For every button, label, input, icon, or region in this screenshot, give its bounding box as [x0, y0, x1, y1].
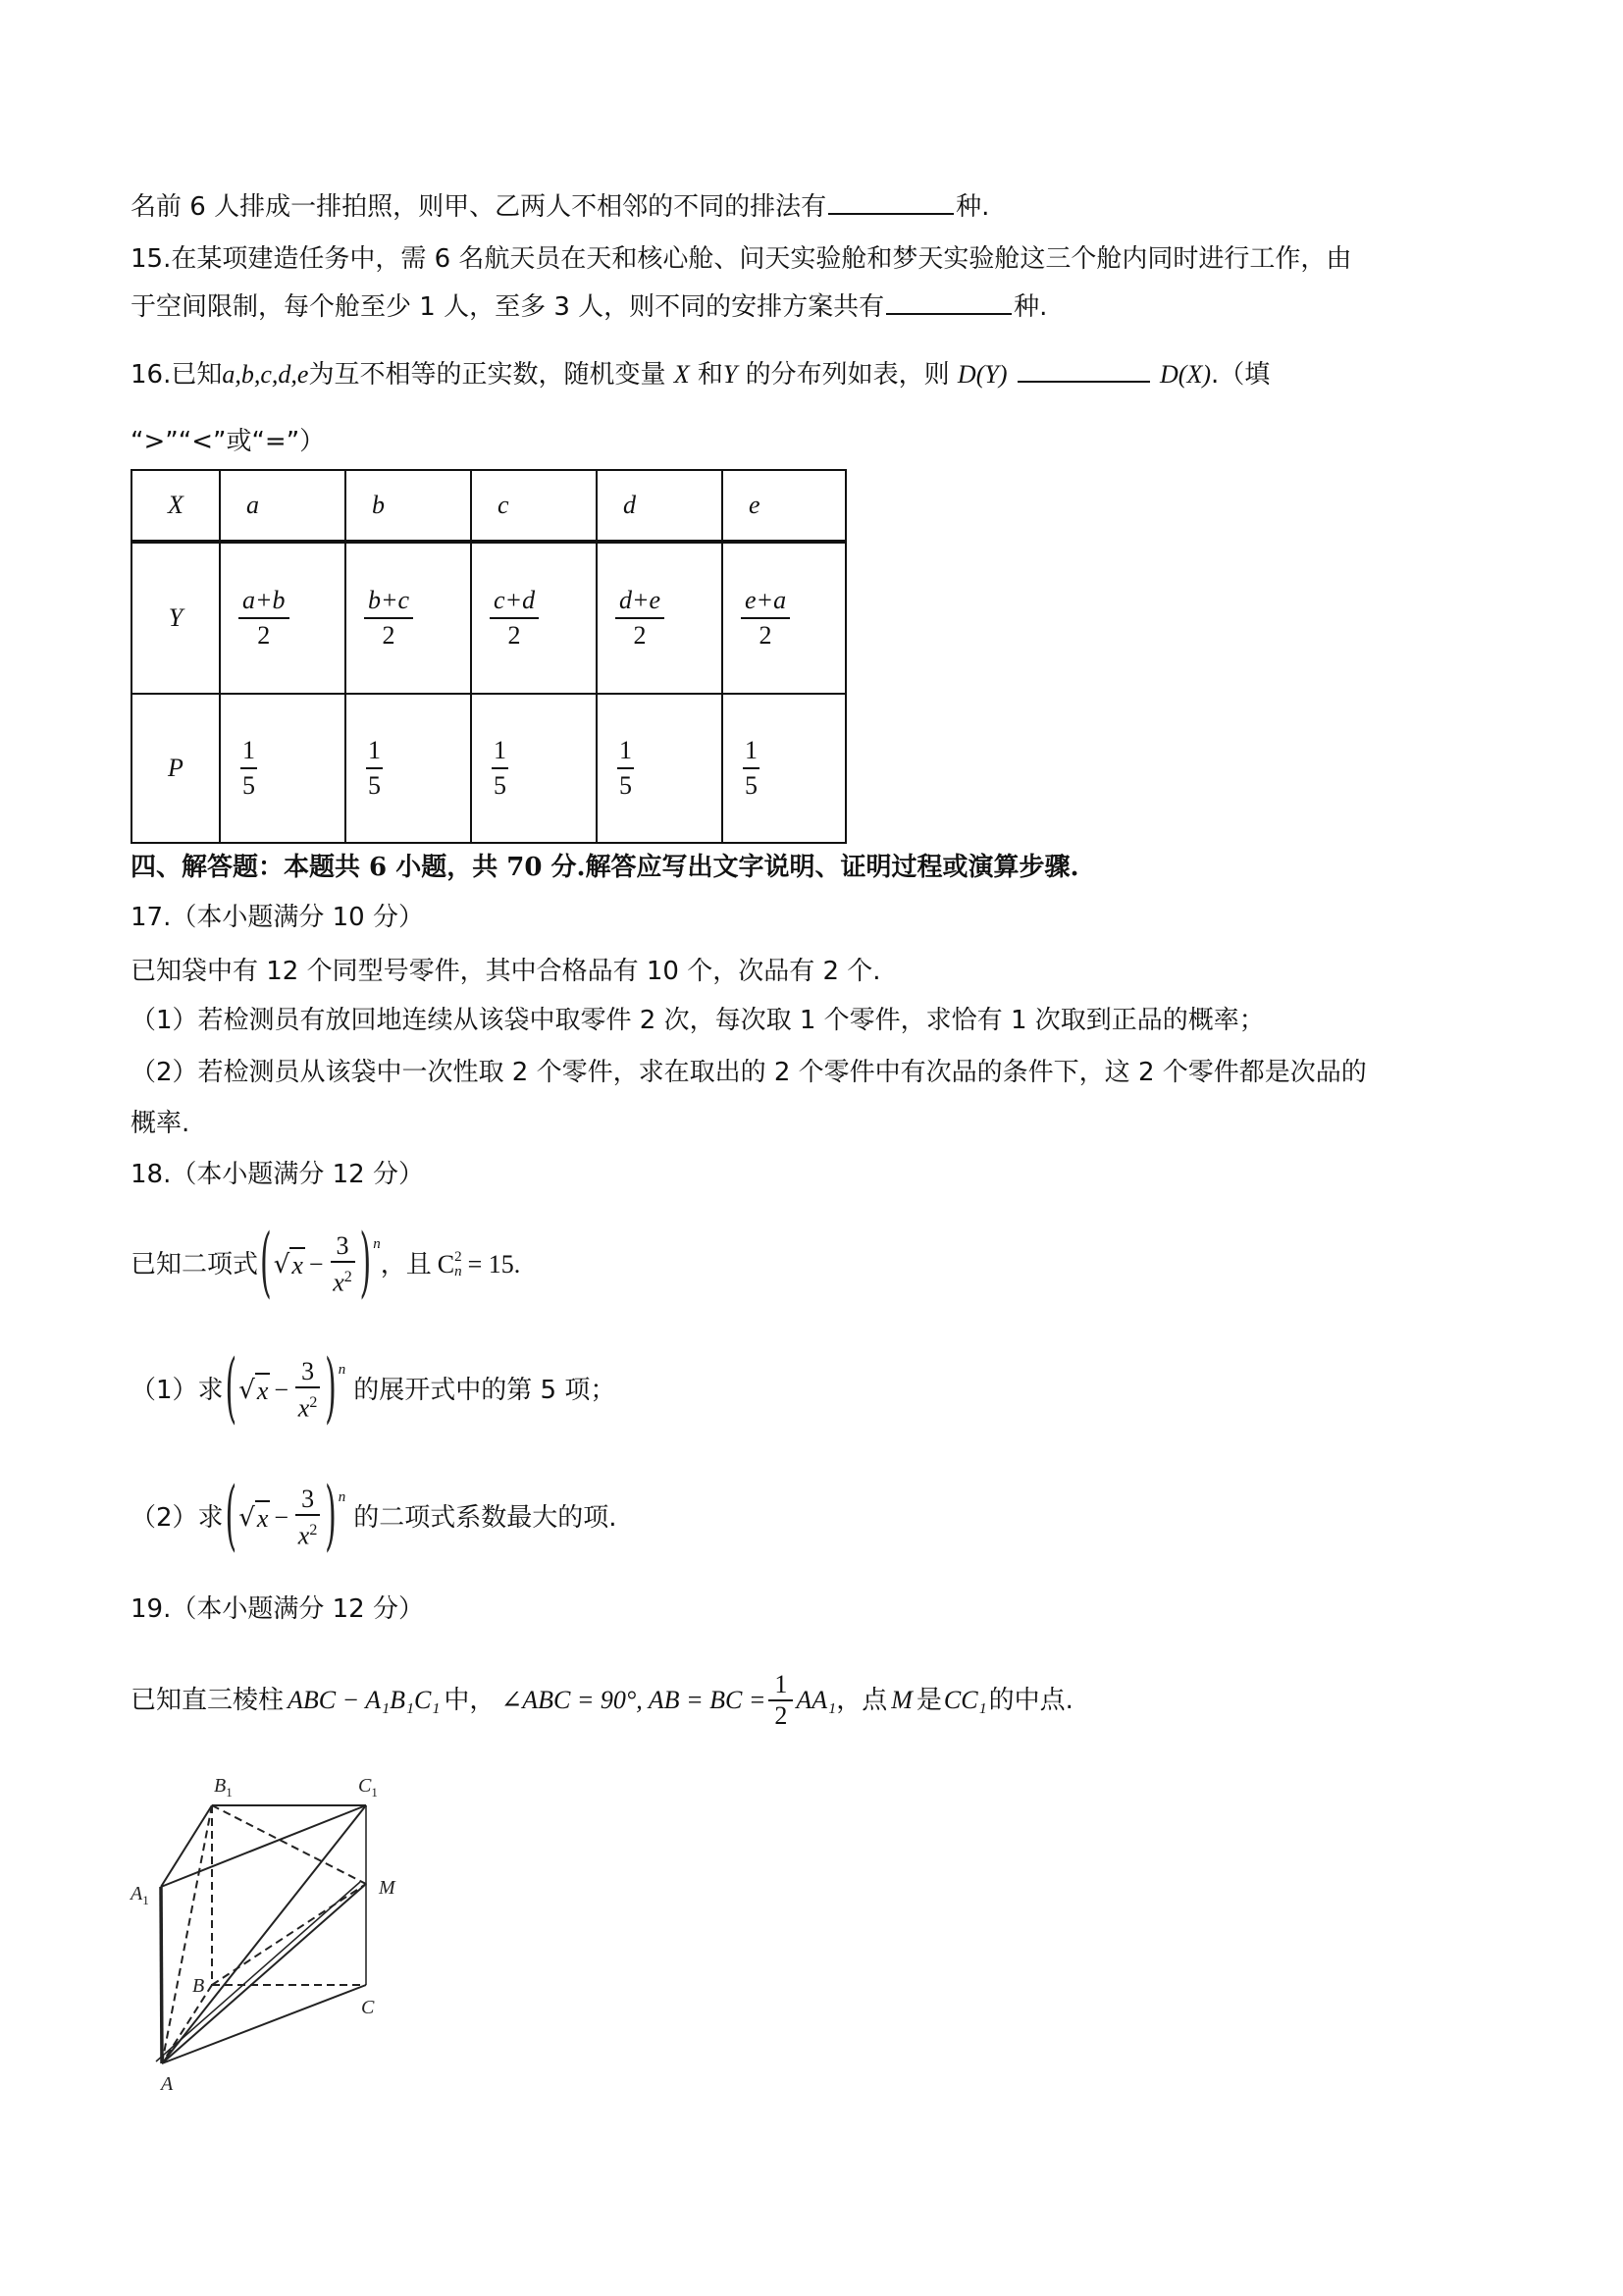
comb-sub: n: [454, 1264, 462, 1279]
label-A: A: [161, 2073, 174, 2095]
q18-stem-prefix: 已知二项式: [131, 1250, 259, 1279]
p-num: 1: [492, 734, 508, 769]
p-cell: [345, 694, 471, 843]
p-cell: [220, 694, 345, 843]
left-paren: (: [225, 1472, 237, 1562]
y-cell: [597, 542, 722, 694]
edge-AM: [162, 1884, 366, 2063]
minus-sign: −: [274, 1503, 289, 1532]
y-cell: [722, 542, 846, 694]
q19-cond2: AA₁: [796, 1686, 837, 1714]
p-cell: [722, 694, 846, 843]
q14-tail-line: [131, 189, 989, 224]
q18-part1-suffix: 的展开式中的第 5 项；: [353, 1376, 616, 1405]
y-num: e+a: [741, 584, 790, 619]
y-den: 2: [633, 621, 647, 650]
q18-stem-suffix: ，且: [380, 1250, 432, 1279]
q17-stem: 已知袋中有 12 个同型号零件，其中合格品有 10 个，次品有 2 个.: [131, 957, 881, 986]
q17-title: 17.（本小题满分 10 分）: [131, 903, 424, 932]
q14-answer-blank[interactable]: [828, 189, 954, 215]
edge-A1C1: [161, 1805, 366, 1887]
section-header: 四、解答题：本题共 6 小题，共 70 分.解答应写出文字说明、证明过程或演算步骤.: [131, 853, 1079, 882]
frac-den: [298, 1388, 318, 1424]
q19-stem-a: 已知直三棱柱: [131, 1686, 285, 1715]
q16-line2: “>”“<”或“=”）: [131, 427, 326, 456]
den-var: x: [297, 1521, 310, 1550]
x-cell: c: [471, 470, 597, 542]
y-num: c+d: [490, 584, 539, 619]
q18-title: 18.（本小题满分 12 分）: [131, 1160, 424, 1189]
x-cell: d: [597, 470, 722, 542]
p-num: 1: [617, 734, 634, 769]
sqrt-icon: √: [238, 1503, 255, 1533]
q18-part2-suffix: 的二项式系数最大的项.: [353, 1503, 617, 1533]
label-M: M: [379, 1877, 395, 1899]
q19-cond1: ∠ABC = 90°, AB = BC =: [500, 1686, 766, 1714]
q19-stem-e: 的中点.: [988, 1686, 1073, 1715]
table-row-x: [131, 470, 846, 542]
q19-fraction: [768, 1670, 793, 1731]
q15-answer-blank[interactable]: [886, 289, 1012, 315]
x-cell: a: [220, 470, 345, 542]
sqrt-var: x: [255, 1500, 271, 1536]
right-paren: ): [325, 1472, 337, 1562]
p-cell: [597, 694, 722, 843]
den-var: x: [297, 1393, 310, 1423]
fraction: [331, 1231, 355, 1298]
y-den: 2: [507, 621, 521, 650]
fraction: [295, 1485, 320, 1551]
q15-line1: 15.在某项建造任务中，需 6 名航天员在天和核心舱、问天实验舱和梦天实验舱这三个舱内同时进行工作，由: [131, 244, 1352, 274]
den-var: x: [333, 1268, 344, 1297]
y-cell: [345, 542, 471, 694]
label-B1: $B_1$: [214, 1775, 233, 1800]
q16-DY: D(Y): [957, 360, 1008, 389]
q19-stem: [131, 1666, 1073, 1735]
y-num: d+e: [615, 584, 664, 619]
den-exp: 2: [343, 1269, 352, 1286]
y-den: 2: [382, 621, 395, 650]
minus-sign: −: [308, 1250, 324, 1278]
q18-part2: [131, 1474, 617, 1562]
q19-seg: CC₁: [943, 1686, 987, 1714]
den-exp: 2: [309, 1394, 318, 1412]
edge-AM-inner: [156, 1882, 360, 2061]
sqrt-icon: √: [238, 1376, 255, 1405]
q16-line1: [131, 357, 1270, 391]
q19-title: 19.（本小题满分 12 分）: [131, 1594, 424, 1624]
y-num: b+c: [364, 584, 413, 619]
right-paren: ): [359, 1219, 372, 1309]
y-cell: [220, 542, 345, 694]
q16-vars: a,b,c,d,e: [222, 360, 309, 389]
table-row-y: [131, 542, 846, 694]
p-den: 5: [619, 771, 632, 800]
y-num: a+b: [238, 584, 289, 619]
frac-den: [333, 1263, 352, 1298]
q14-unit: 种.: [956, 192, 990, 222]
frac-num: 3: [295, 1485, 320, 1516]
q14-text: 名前 6 人排成一排拍照，则甲、乙两人不相邻的不同的排法有: [131, 192, 827, 222]
y-den: 2: [759, 621, 772, 650]
q18-part2-prefix: （2）求: [131, 1503, 224, 1533]
minus-sign: −: [274, 1376, 289, 1404]
label-C: C: [361, 1997, 375, 2018]
binomial-expression: [224, 1344, 346, 1435]
row-label-x: X: [131, 470, 220, 542]
power-n: n: [338, 1489, 346, 1506]
q16-mid1: 为互不相等的正实数，随机变量: [308, 360, 666, 390]
comb-sup: 2: [454, 1249, 462, 1265]
sqrt-icon: √: [273, 1250, 290, 1279]
q15-unit: 种.: [1014, 292, 1048, 322]
frac-den: [298, 1516, 318, 1551]
q16-answer-blank[interactable]: [1018, 357, 1150, 383]
q17-part2-line2: 概率.: [131, 1109, 190, 1138]
p-den: 5: [494, 771, 506, 800]
q17-part2-line1: （2）若检测员从该袋中一次性取 2 个零件，求在取出的 2 个零件中有次品的条件下，这 2 个零件都是次品的: [131, 1058, 1367, 1087]
binomial-expression: [224, 1472, 346, 1562]
power-n: n: [373, 1236, 381, 1253]
p-cell: [471, 694, 597, 843]
label-A1: $A_1$: [131, 1883, 149, 1907]
y-cell: [471, 542, 597, 694]
label-B: B: [192, 1975, 205, 1997]
frac-num: 3: [295, 1357, 320, 1388]
edge-BM: [212, 1884, 366, 1985]
x-cell: b: [345, 470, 471, 542]
p-num: 1: [240, 734, 257, 769]
comb-indices: [454, 1250, 462, 1279]
q19-point: M: [891, 1686, 913, 1714]
q19-prism: ABC − A₁B₁C₁: [288, 1686, 441, 1714]
q18-stem: [131, 1221, 520, 1309]
edge-A1A: [161, 1887, 162, 2063]
power-n: n: [338, 1362, 346, 1379]
q18-part1: [131, 1346, 615, 1435]
p-num: 1: [366, 734, 383, 769]
q16-prefix: 16.已知: [131, 360, 223, 390]
q19-frac-den: 2: [774, 1701, 788, 1730]
q16-mid2: 的分布列如表，则: [745, 360, 950, 390]
comb-symbol: C: [437, 1250, 455, 1278]
q16-Y: Y: [722, 360, 738, 389]
p-num: 1: [743, 734, 759, 769]
q16-DX: D(X): [1160, 360, 1211, 389]
binomial-expression: [258, 1219, 381, 1309]
y-den: 2: [257, 621, 271, 650]
q16-and: 和: [697, 360, 723, 390]
sqrt-var: x: [255, 1373, 271, 1408]
table-row-p: [131, 694, 846, 843]
p-den: 5: [368, 771, 381, 800]
q19-frac-num: 1: [768, 1670, 793, 1701]
distribution-table: [131, 469, 847, 844]
q19-stem-b: 中，: [444, 1686, 496, 1715]
prism-figure: [98, 1756, 432, 2110]
q15-line2: [131, 289, 1047, 324]
left-paren: (: [225, 1344, 237, 1435]
row-label-p: P: [131, 694, 220, 843]
left-paren: (: [260, 1219, 272, 1309]
p-den: 5: [242, 771, 255, 800]
q18-part1-prefix: （1）求: [131, 1376, 224, 1405]
label-C1: $C_1$: [358, 1775, 378, 1800]
x-cell: e: [722, 470, 846, 542]
q16-X: X: [673, 360, 690, 389]
den-exp: 2: [309, 1522, 318, 1539]
sqrt-var: x: [289, 1247, 305, 1282]
q19-stem-c: ，点: [836, 1686, 888, 1715]
q16-suffix: .（填: [1211, 360, 1271, 390]
p-den: 5: [745, 771, 758, 800]
q19-stem-d: 是: [916, 1686, 942, 1715]
row-label-y: Y: [131, 542, 220, 694]
right-paren: ): [325, 1344, 337, 1435]
fraction: [295, 1357, 320, 1424]
comb-eq: = 15.: [467, 1250, 521, 1278]
frac-num: 3: [331, 1231, 355, 1263]
q15-text: 于空间限制，每个舱至少 1 人，至多 3 人，则不同的安排方案共有: [131, 292, 885, 322]
edge-B1M: [212, 1805, 366, 1884]
q17-part1: （1）若检测员有放回地连续从该袋中取零件 2 次，每次取 1 个零件，求恰有 1 次取到正品的概率；: [131, 1006, 1265, 1035]
